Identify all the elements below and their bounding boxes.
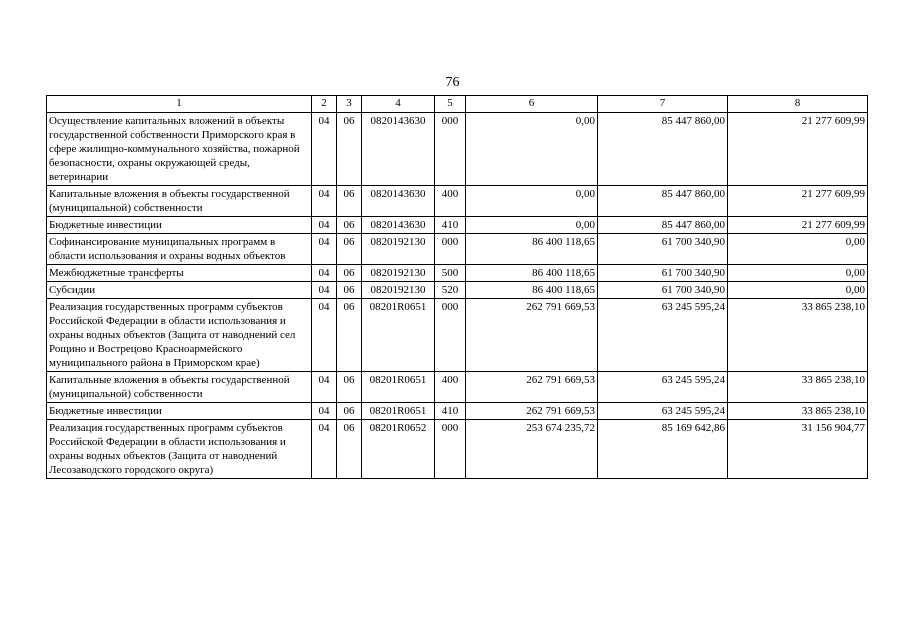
row-amount-col7: 61 700 340,90	[598, 282, 728, 299]
row-name: Субсидии	[47, 282, 312, 299]
header-row	[47, 96, 868, 113]
row-subsection: 06	[337, 113, 362, 186]
row-name: Реализация государственных программ субъектов Российской Федерации в области использования и охраны водных объектов (Защита от наводнений Лесозаводского городского округа)	[47, 420, 312, 479]
row-target-article: 08201R0651	[362, 403, 435, 420]
table-row	[47, 282, 868, 299]
row-amount-col6: 86 400 118,65	[466, 234, 598, 265]
row-amount-col8: 33 865 238,10	[728, 372, 868, 403]
row-expense-type: 500	[435, 265, 466, 282]
table-row	[47, 420, 868, 479]
row-subsection: 06	[337, 420, 362, 479]
row-subsection: 06	[337, 372, 362, 403]
row-expense-type: 410	[435, 403, 466, 420]
row-subsection: 06	[337, 299, 362, 372]
row-expense-type: 400	[435, 186, 466, 217]
row-subsection: 06	[337, 282, 362, 299]
row-amount-col8: 31 156 904,77	[728, 420, 868, 479]
row-section: 04	[312, 113, 337, 186]
row-expense-type: 520	[435, 282, 466, 299]
column-header-6: 6	[466, 96, 598, 113]
table-row	[47, 217, 868, 234]
row-name: Бюджетные инвестиции	[47, 217, 312, 234]
row-section: 04	[312, 186, 337, 217]
row-name: Межбюджетные трансферты	[47, 265, 312, 282]
table-row	[47, 113, 868, 186]
row-subsection: 06	[337, 186, 362, 217]
row-amount-col7: 61 700 340,90	[598, 265, 728, 282]
row-amount-col8: 0,00	[728, 282, 868, 299]
row-amount-col7: 85 447 860,00	[598, 113, 728, 186]
row-name: Бюджетные инвестиции	[47, 403, 312, 420]
row-expense-type: 000	[435, 299, 466, 372]
row-section: 04	[312, 282, 337, 299]
row-amount-col8: 0,00	[728, 234, 868, 265]
table-row	[47, 403, 868, 420]
column-header-7: 7	[598, 96, 728, 113]
row-expense-type: 000	[435, 113, 466, 186]
row-amount-col7: 63 245 595,24	[598, 372, 728, 403]
row-expense-type: 410	[435, 217, 466, 234]
row-target-article: 0820143630	[362, 113, 435, 186]
row-section: 04	[312, 265, 337, 282]
table-row	[47, 265, 868, 282]
row-name: Софинансирование муниципальных программ в области использования и охраны водных объектов	[47, 234, 312, 265]
row-target-article: 0820192130	[362, 265, 435, 282]
row-amount-col8: 21 277 609,99	[728, 113, 868, 186]
row-expense-type: 000	[435, 420, 466, 479]
row-amount-col6: 262 791 669,53	[466, 403, 598, 420]
table-row	[47, 372, 868, 403]
budget-table	[46, 95, 868, 479]
row-amount-col6: 0,00	[466, 113, 598, 186]
row-amount-col8: 33 865 238,10	[728, 299, 868, 372]
row-target-article: 0820143630	[362, 217, 435, 234]
page-number: 76	[445, 75, 460, 90]
row-name: Капитальные вложения в объекты государственной (муниципальной) собственности	[47, 372, 312, 403]
row-name: Капитальные вложения в объекты государственной (муниципальной) собственности	[47, 186, 312, 217]
row-amount-col6: 262 791 669,53	[466, 299, 598, 372]
column-header-4: 4	[362, 96, 435, 113]
row-target-article: 0820192130	[362, 282, 435, 299]
row-amount-col8: 21 277 609,99	[728, 186, 868, 217]
column-header-3: 3	[337, 96, 362, 113]
row-name: Осуществление капитальных вложений в объекты государственной собственности Приморского края в сфере жилищно-коммунального хозяйства, пожарной безопасности, охраны окружающей среды, ветеринарии	[47, 113, 312, 186]
row-name: Реализация государственных программ субъектов Российской Федерации в области использования и охраны водных объектов (Защита от наводнений сел Рощино и Вострецово Красноармейского муниципального района в Приморском крае)	[47, 299, 312, 372]
row-amount-col6: 0,00	[466, 186, 598, 217]
table-row	[47, 234, 868, 265]
row-amount-col8: 0,00	[728, 265, 868, 282]
row-amount-col6: 86 400 118,65	[466, 282, 598, 299]
row-amount-col7: 63 245 595,24	[598, 299, 728, 372]
row-subsection: 06	[337, 265, 362, 282]
row-amount-col7: 85 169 642,86	[598, 420, 728, 479]
row-section: 04	[312, 299, 337, 372]
row-subsection: 06	[337, 234, 362, 265]
table-row	[47, 186, 868, 217]
row-section: 04	[312, 420, 337, 479]
row-subsection: 06	[337, 403, 362, 420]
row-section: 04	[312, 403, 337, 420]
row-section: 04	[312, 234, 337, 265]
column-header-8: 8	[728, 96, 868, 113]
row-amount-col6: 86 400 118,65	[466, 265, 598, 282]
row-expense-type: 400	[435, 372, 466, 403]
row-amount-col7: 85 447 860,00	[598, 186, 728, 217]
row-target-article: 08201R0652	[362, 420, 435, 479]
column-header-2: 2	[312, 96, 337, 113]
column-header-1: 1	[47, 96, 312, 113]
row-amount-col7: 61 700 340,90	[598, 234, 728, 265]
row-amount-col6: 0,00	[466, 217, 598, 234]
row-amount-col6: 262 791 669,53	[466, 372, 598, 403]
row-subsection: 06	[337, 217, 362, 234]
row-target-article: 08201R0651	[362, 299, 435, 372]
row-target-article: 0820192130	[362, 234, 435, 265]
row-amount-col8: 21 277 609,99	[728, 217, 868, 234]
row-target-article: 08201R0651	[362, 372, 435, 403]
table-row	[47, 299, 868, 372]
row-expense-type: 000	[435, 234, 466, 265]
row-section: 04	[312, 372, 337, 403]
column-header-5: 5	[435, 96, 466, 113]
row-amount-col7: 63 245 595,24	[598, 403, 728, 420]
row-amount-col8: 33 865 238,10	[728, 403, 868, 420]
row-amount-col6: 253 674 235,72	[466, 420, 598, 479]
row-target-article: 0820143630	[362, 186, 435, 217]
row-amount-col7: 85 447 860,00	[598, 217, 728, 234]
row-section: 04	[312, 217, 337, 234]
